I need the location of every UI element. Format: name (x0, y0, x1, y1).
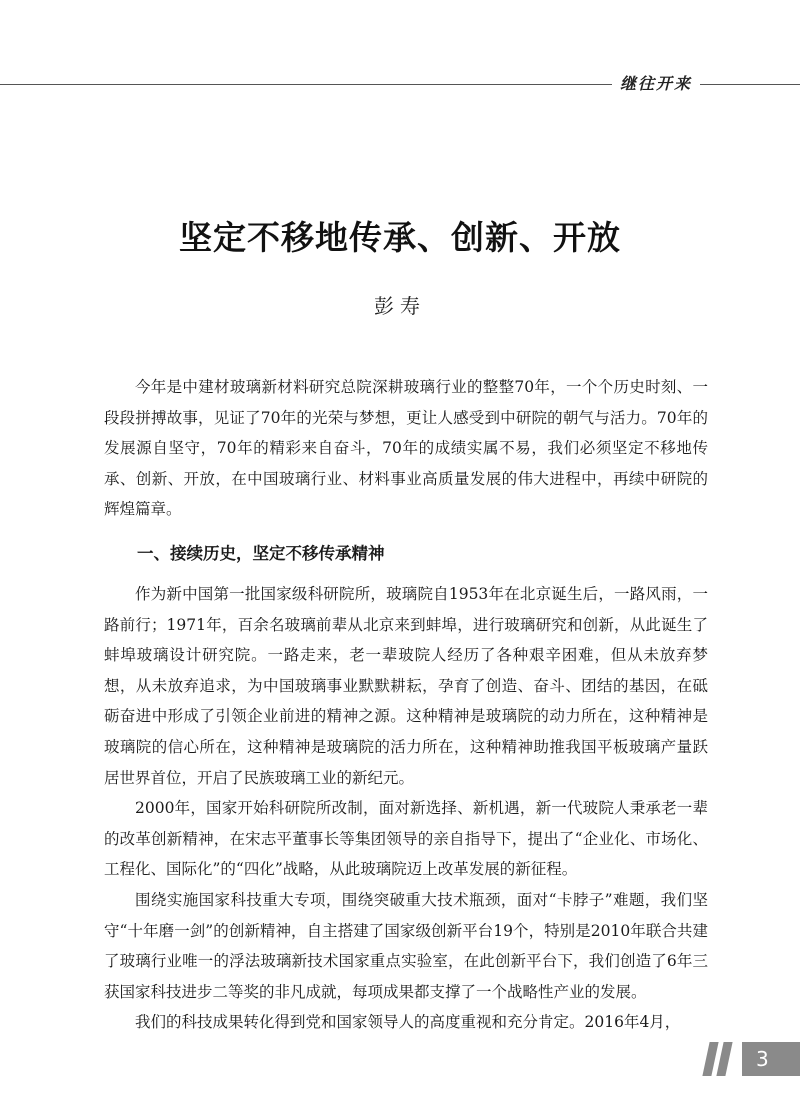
paragraph: 2000年，国家开始科研院所改制，面对新选择、新机遇，新一代玻院人秉承老一辈的改革创新精神，在宋志平董事长等集团领导的亲自指导下，提出了“企业化、市场化、工程化、国际化”的“四化”战略，从此玻璃院迈上改革发展的新征程。 (104, 799, 708, 879)
page-tab-stripe (716, 1042, 732, 1076)
paragraph: 围绕实施国家科技重大专项，围绕突破重大技术瓶颈，面对“卡脖子”难题，我们坚守“十年磨一剑”的创新精神，自主搭建了国家级创新平台19个，特别是2010年联合共建了玻璃行业唯一的浮法玻璃新技术国家重点实验室，在此创新平台下，我们创造了6年三获国家科技进步二等奖的非凡成就，每项成果都支撑了一个战略性产业的发展。 (104, 890, 708, 1001)
page-number-tab (742, 1042, 800, 1076)
page-tab-stripe (702, 1042, 718, 1076)
paragraph: 我们的科技成果转化得到党和国家领导人的高度重视和充分肯定。2016年4月， (135, 1013, 681, 1032)
section-heading: 一、接续历史，坚定不移传承精神 (137, 543, 385, 563)
article-author: 彭寿 (374, 294, 426, 318)
paragraph-intro: 今年是中建材玻璃新材料研究总院深耕玻璃行业的整整70年，一个个历史时刻、一段段拼搏故事，见证了70年的光荣与梦想，更让人感受到中研院的朝气与活力。70年的发展源自坚守，70年的精彩来自奋斗，70年的成绩实属不易，我们必须坚定不移地传承、创新、开放，在中国玻璃行业、材料事业高质量发展的伟大进程中，再续中研院的辉煌篇章。 (104, 378, 708, 519)
paragraph: 作为新中国第一批国家级科研院所，玻璃院自1953年在北京诞生后，一路风雨，一路前行；1971年，百余名玻璃前辈从北京来到蚌埠，进行玻璃研究和创新，从此诞生了蚌埠玻璃设计研究院。一路走来，老一辈玻院人经历了各种艰辛困难，但从未放弃梦想，从未放弃追求，为中国玻璃事业默默耕耘，孕育了创造、奋斗、团结的基因，在砥砺奋进中形成了引领企业前进的精神之源。这种精神是玻璃院的动力所在，这种精神是玻璃院的信心所在，这种精神是玻璃院的活力所在，这种精神助推我国平板玻璃产量跃居世界首位，开启了民族玻璃工业的新纪元。 (104, 584, 708, 787)
running-header: 继往开来 (612, 74, 700, 94)
article-body (104, 372, 708, 1038)
article-title: 坚定不移地传承、创新、开放 (179, 218, 621, 257)
page-number: 3 (756, 1047, 769, 1071)
